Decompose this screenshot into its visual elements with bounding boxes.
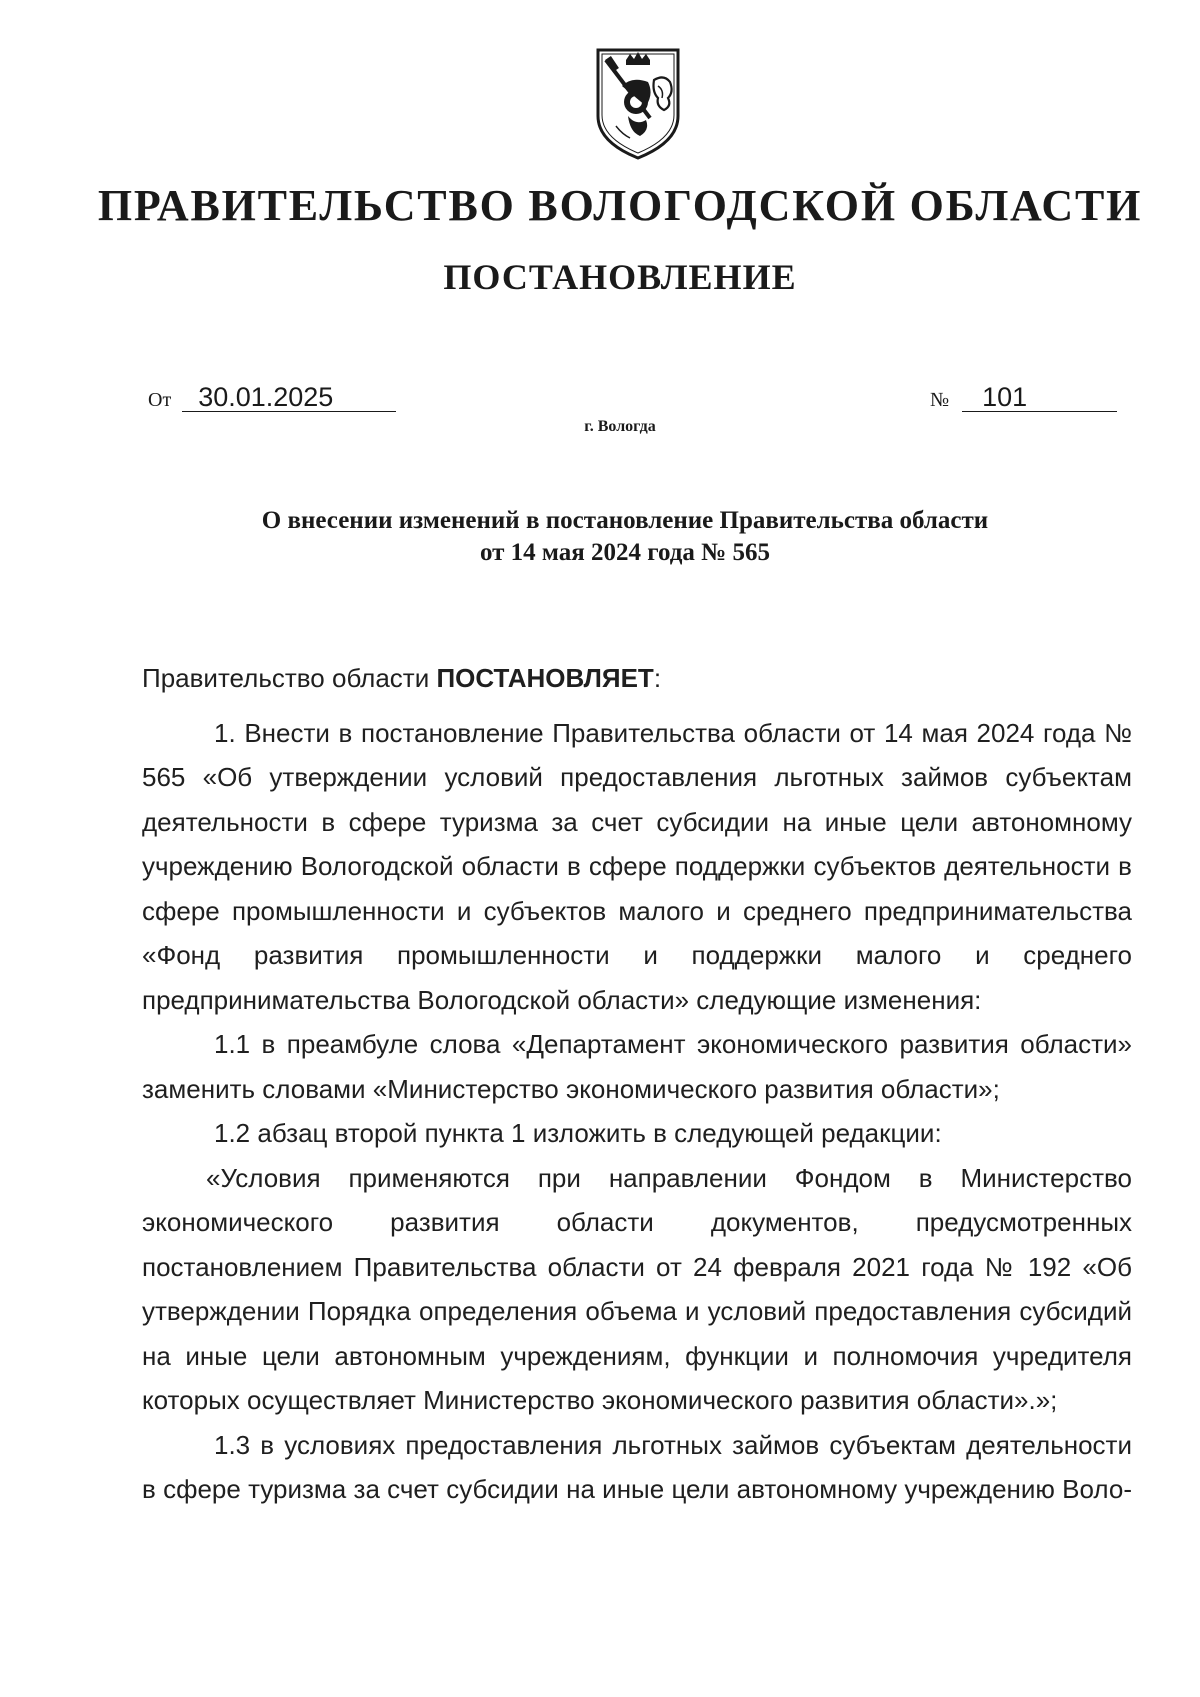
intro-suffix: : <box>653 663 662 693</box>
document-subject <box>150 505 1100 569</box>
paragraph-1: 1. Внести в постановление Правительства области от 14 мая 2024 года № 565 «Об утверждении условий предоставления льготных займов субъектам деятельности в сфере туризма за счет субсидии на иные цели автономному учреждению Вологодской области в сфере поддержки субъектов деятельности в сфере промышленности и субъектов малого и среднего предпринимательства «Фонд развития промышленности и поддержки малого и среднего предпринимательства Вологодской области» следующие изменения: <box>142 717 1132 1015</box>
intro-paragraph <box>142 656 1132 701</box>
paragraph-1-1: 1.1 в преамбуле слова «Департамент экономического развития области» заменить словами «Министерство экономического развития области»; <box>142 1029 1132 1104</box>
intro-decree-word: ПОСТАНОВЛЯЕТ <box>436 663 654 693</box>
number-field <box>930 384 1117 412</box>
date-label: От <box>148 389 172 411</box>
document-body <box>142 656 1132 1512</box>
paragraph-1-3: 1.3 в условиях предоставления льготных займов субъектам деятельности в сфере туризма за счет субсидии на иные цели автономному учреждению Воло- <box>142 1429 1132 1504</box>
date-field <box>148 384 396 412</box>
number-value: 101 <box>962 384 1117 412</box>
number-label: № <box>930 389 950 411</box>
city-label: г. Вологда <box>584 418 656 435</box>
intro-prefix: Правительство области <box>142 663 437 693</box>
subject-line-2: от 14 мая 2024 года № 565 <box>479 539 771 566</box>
date-value: 30.01.2025 <box>182 384 396 412</box>
paragraph-1-2-quote: «Условия применяются при направлении Фондом в Министерство экономического развития области документов, предусмотренных постановлением Правительства области от 24 февраля 2021 года № 192 «Об утверждении Порядка определения объема и условий предоставления субсидий на иные цели автономным учреждениям, функции и полномочия учредителя которых осуществляет Министерство экономического развития области».»; <box>142 1162 1132 1415</box>
paragraph-1-2: 1.2 абзац второй пункта 1 изложить в следующей редакции: <box>214 1118 942 1148</box>
coat-of-arms-icon <box>592 46 684 162</box>
subject-line-1: О внесении изменений в постановление Правительства области <box>261 507 989 534</box>
document-type: ПОСТАНОВЛЕНИЕ <box>443 257 797 297</box>
government-title: ПРАВИТЕЛЬСТВО ВОЛОГОДСКОЙ ОБЛАСТИ <box>97 181 1143 230</box>
